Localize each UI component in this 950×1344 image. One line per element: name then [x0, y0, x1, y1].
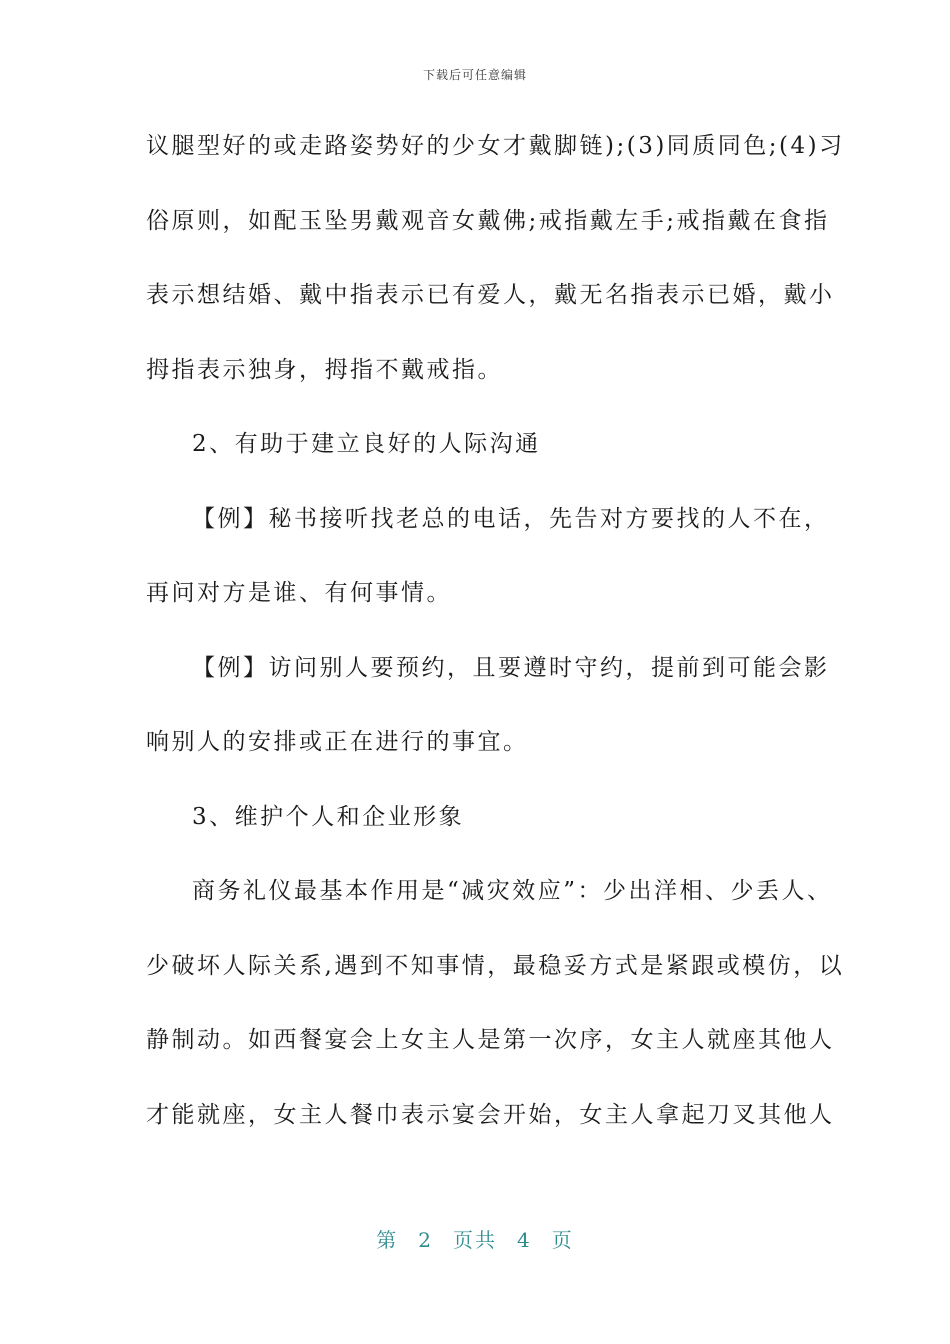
body-line: 俗原则，如配玉坠男戴观音女戴佛;戒指戴左手;戒指戴在食指	[146, 207, 830, 234]
page-footer	[0, 1224, 950, 1253]
document-body	[146, 118, 845, 1161]
body-line: 才能就座，女主人餐巾表示宴会开始，女主人拿起刀叉其他人	[146, 1101, 835, 1128]
body-line: 再问对方是谁、有何事情。	[146, 580, 452, 606]
body-line: 表示想结婚、戴中指表示已有爱人，戴无名指表示已婚，戴小	[146, 282, 835, 308]
total-page-number: 4	[517, 1228, 532, 1252]
section-heading-2: 2、有助于建立良好的人际沟通	[192, 431, 541, 457]
section-heading-3: 3、维护个人和企业形象	[192, 803, 465, 830]
body-line: 议腿型好的或走路姿势好的少女才戴脚链);(3)同质同色;(4)习	[146, 133, 845, 159]
body-line: 少破坏人际关系,遇到不知事情，最稳妥方式是紧跟或模仿，以	[146, 952, 845, 979]
footer-prefix: 第	[376, 1228, 399, 1252]
footer-suffix: 页	[551, 1228, 574, 1252]
header-note: 下载后可任意编辑	[422, 68, 527, 82]
current-page-number: 2	[418, 1228, 433, 1252]
body-line: 响别人的安排或正在进行的事宜。	[146, 729, 529, 755]
body-line: 拇指表示独身，拇指不戴戒指。	[146, 356, 503, 383]
example-paragraph-1: 【例】秘书接听找老总的电话，先告对方要找的人不在，	[192, 505, 830, 532]
footer-middle: 页共	[453, 1228, 497, 1252]
body-line: 静制动。如西餐宴会上女主人是第一次序，女主人就座其他人	[146, 1027, 835, 1053]
example-paragraph-2: 【例】访问别人要预约，且要遵时守约，提前到可能会影	[192, 654, 830, 681]
body-paragraph: 商务礼仪最基本作用是“减灾效应”：少出洋相、少丢人、	[192, 878, 833, 904]
